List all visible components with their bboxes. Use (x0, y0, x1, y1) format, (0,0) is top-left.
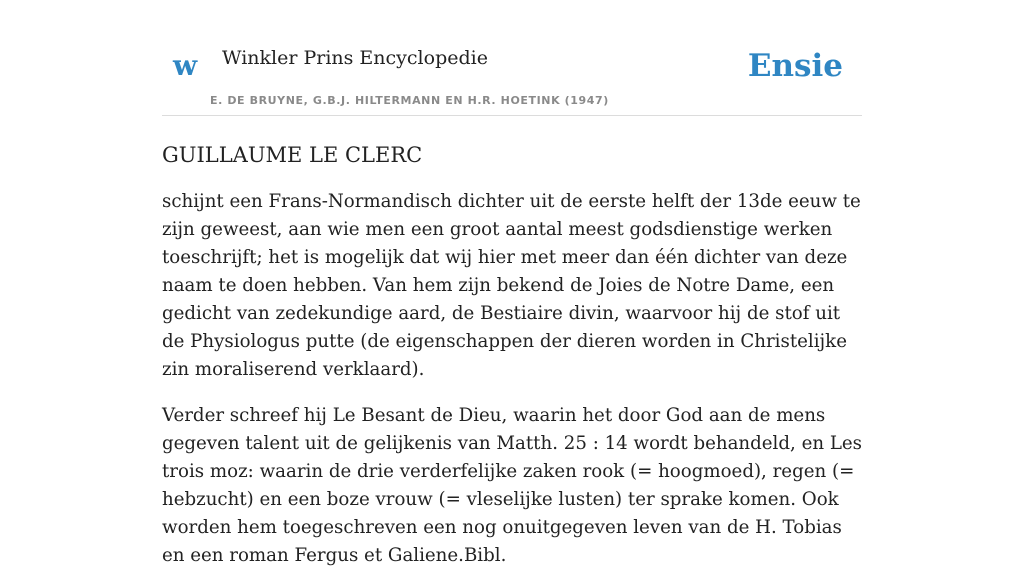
site-title[interactable]: Winkler Prins Encyclopedie (222, 47, 488, 69)
site-subtitle: E. DE BRUYNE, G.B.J. HILTERMANN EN H.R. HOETINK (1947) (210, 94, 609, 107)
site-header (162, 36, 862, 116)
article-paragraph: Verder schreef hij Le Besant de Dieu, waarin het door God aan de mens gegeven talent uit de gelijkenis van Matth. 25 : 14 wordt behandeld, en Les trois moz: waarin de drie verderfelijke zaken rook (= hoogmoed), regen (= hebzucht) en een boze vrouw (= vleselijke lusten) ter sprake komen. Ook worden hem toegeschreven een nog onuitgegeven leven van de H. Tobias en een roman Fergus et Galiene.Bibl. (162, 405, 863, 566)
article-paragraph: schijnt een Frans-Normandisch dichter uit de eerste helft der 13de eeuw te zijn geweest, aan wie men een groot aantal meest godsdienstige werken toeschrijft; het is mogelijk dat wij hier met meer dan één dichter van deze naam te doen hebben. Van hem zijn bekend de Joies de Notre Dame, een gedicht van zedekundige aard, de Bestiaire divin, waarvoor hij de stof uit de Physiologus putte (de eigenschappen der dieren worden in Christelijke zin moraliserend verklaard). (162, 191, 861, 380)
ensie-brand-logo[interactable]: Ensie (747, 48, 843, 84)
article (162, 140, 866, 588)
article-title: GUILLAUME LE CLERC (162, 143, 423, 167)
winkler-prins-logo[interactable]: w (173, 49, 198, 82)
